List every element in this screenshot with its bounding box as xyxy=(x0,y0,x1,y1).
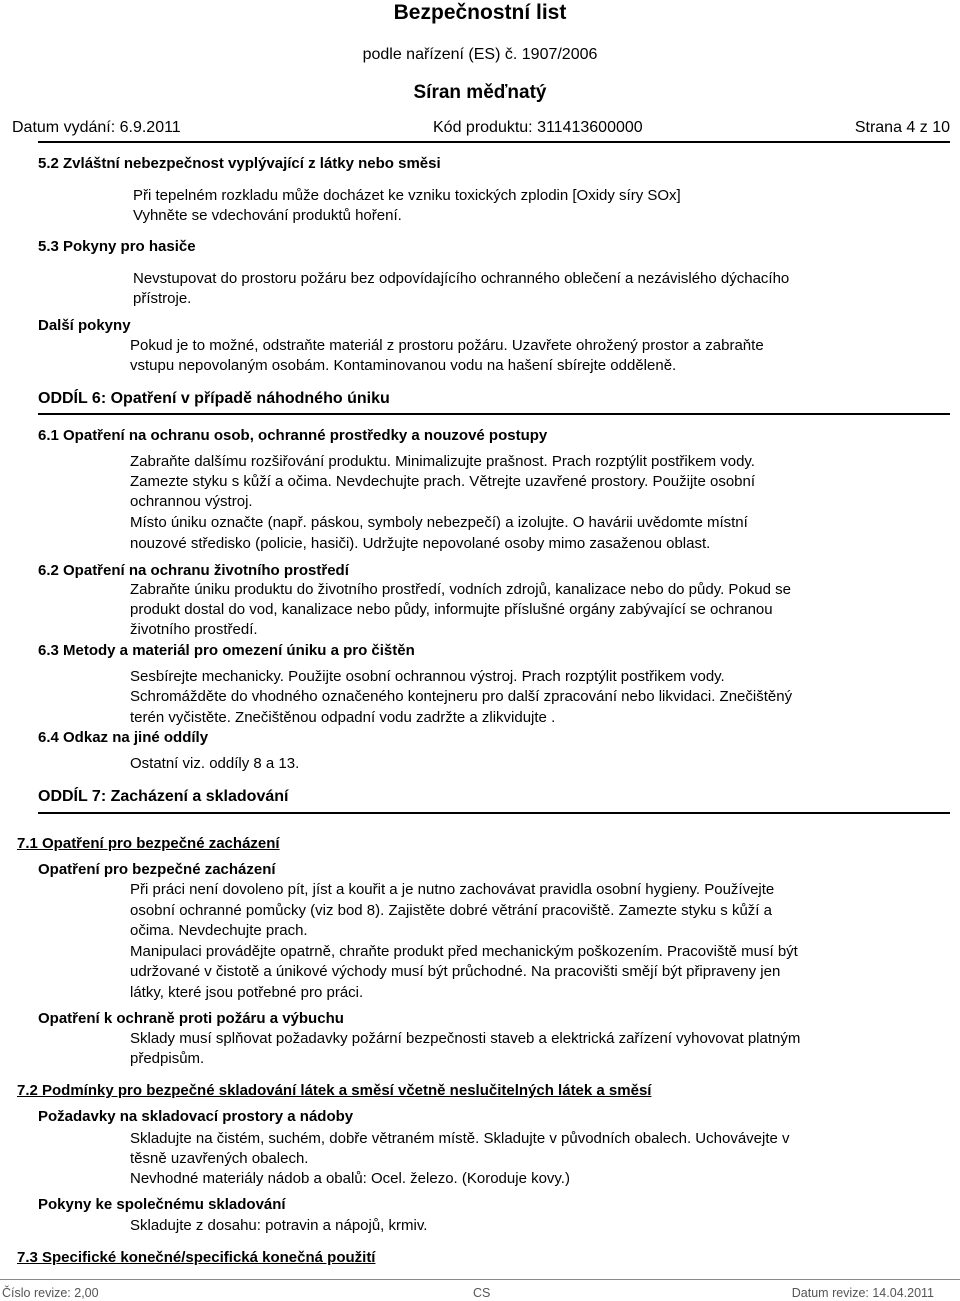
heading-7-2: 7.2 Podmínky pro bezpečné skladování látek a směsí včetně neslučitelných látek a směsí xyxy=(17,1082,652,1099)
text-6-1-line-5: nouzové středisko (policie, hasiči). Udržujte nepovolané osoby mimo zasaženou oblast. xyxy=(130,535,711,552)
document-title: Bezpečnostní list xyxy=(393,1,567,24)
text-6-1-line-4: Místo úniku označte (např. páskou, symboly nebezpečí) a izolujte. O havárii uvědomte místní xyxy=(130,514,748,531)
text-storage-line-2: těsně uzavřených obalech. xyxy=(130,1150,309,1167)
heading-6-2: 6.2 Opatření na ochranu životního prostředí xyxy=(38,562,349,579)
section-7-divider xyxy=(38,812,950,814)
section-6-divider xyxy=(38,413,950,415)
heading-5-2: 5.2 Zvláštní nebezpečnost vyplývající z látky nebo směsi xyxy=(38,155,441,172)
subheading-fire-protection: Opatření k ochraně proti požáru a výbuchu xyxy=(38,1010,344,1027)
footer-revision-date: Datum revize: 14.04.2011 xyxy=(791,1286,934,1300)
text-5-2-line-1: Při tepelném rozkladu může docházet ke vzniku toxických zplodin [Oxidy síry SOx] xyxy=(133,187,681,204)
subheading-storage-requirements: Požadavky na skladovací prostory a nádoby xyxy=(38,1108,354,1125)
heading-7-1: 7.1 Opatření pro bezpečné zacházení xyxy=(17,835,280,852)
text-storage-line-3: Nevhodné materiály nádob a obalů: Ocel. železo. (Koroduje kovy.) xyxy=(130,1170,570,1187)
heading-7-3: 7.3 Specifické konečné/specifická konečná použití xyxy=(17,1249,376,1266)
regulation-reference: podle nařízení (ES) č. 1907/2006 xyxy=(362,46,598,63)
header-divider xyxy=(38,141,950,143)
text-storage-line-1: Skladujte na čistém, suchém, dobře větraném místě. Skladujte v původních obalech. Uchovávejte v xyxy=(130,1130,790,1147)
text-6-1-line-3: ochrannou výstroj. xyxy=(130,493,253,510)
text-5-3-line-2: přístroje. xyxy=(133,290,192,307)
product-code: Kód produktu: 311413600000 xyxy=(433,119,643,136)
heading-other-instructions: Další pokyny xyxy=(38,317,131,334)
text-handling-line-1: Při práci není dovoleno pít, jíst a kouřit a je nutno zachovávat pravidla osobní hygieny. Používejte xyxy=(130,881,775,898)
text-6-2-line-3: životního prostředí. xyxy=(130,621,258,638)
page-number: Strana 4 z 10 xyxy=(854,119,950,136)
text-other-line-1: Pokud je to možné, odstraňte materiál z prostoru požáru. Uzavřete ohrožený prostor a zabraňte xyxy=(130,337,764,354)
section-7-title: ODDÍL 7: Zacházení a skladování xyxy=(38,788,289,805)
text-6-3-line-3: terén vyčistěte. Znečištěnou odpadní vodu zadržte a zlikvidujte . xyxy=(130,709,556,726)
section-6-title: ODDÍL 6: Opatření v případě náhodného úniku xyxy=(38,390,390,407)
footer-divider xyxy=(0,1279,960,1280)
text-6-4: Ostatní viz. oddíly 8 a 13. xyxy=(130,755,300,772)
text-6-3-line-2: Schromážděte do vhodného označeného kontejneru pro další zpracování nebo likvidaci. Znečištěný xyxy=(130,688,793,705)
footer-revision-number: Číslo revize: 2,00 xyxy=(2,1286,99,1300)
heading-6-3: 6.3 Metody a materiál pro omezení úniku a pro čištěn xyxy=(38,642,415,659)
subheading-safe-handling: Opatření pro bezpečné zacházení xyxy=(38,861,276,878)
text-joint-storage: Skladujte z dosahu: potravin a nápojů, krmiv. xyxy=(130,1217,428,1234)
issue-date: Datum vydání: 6.9.2011 xyxy=(12,119,181,136)
subheading-joint-storage: Pokyny ke společnému skladování xyxy=(38,1196,286,1213)
text-handling-line-4: Manipulaci provádějte opatrně, chraňte produkt před mechanickým poškozením. Pracoviště musí být xyxy=(130,943,798,960)
text-fire-line-1: Sklady musí splňovat požadavky požární bezpečnosti staveb a elektrická zařízení vyhovovat platným xyxy=(130,1030,801,1047)
heading-6-1: 6.1 Opatření na ochranu osob, ochranné prostředky a nouzové postupy xyxy=(38,427,548,444)
text-handling-line-6: látky, které jsou potřebné pro práci. xyxy=(130,984,364,1001)
heading-6-4: 6.4 Odkaz na jiné oddíly xyxy=(38,729,209,746)
text-6-1-line-2: Zamezte styku s kůží a očima. Nevdechujte prach. Větrejte uzavřené prostory. Použijte osobní xyxy=(130,473,756,490)
text-other-line-2: vstupu nepovolaným osobám. Kontaminovanou vodu na hašení sbírejte odděleně. xyxy=(130,357,677,374)
heading-5-3: 5.3 Pokyny pro hasiče xyxy=(38,238,196,255)
text-5-3-line-1: Nevstupovat do prostoru požáru bez odpovídajícího ochranného oblečení a nezávislého dýchacího xyxy=(133,270,790,287)
text-handling-line-3: očima. Nevdechujte prach. xyxy=(130,922,308,939)
text-handling-line-5: udržované v čistotě a únikové východy musí být průchodné. Na pracovišti smějí být připraveny jen xyxy=(130,963,781,980)
text-6-3-line-1: Sesbírejte mechanicky. Použijte osobní ochrannou výstroj. Prach rozptýlit postřikem vody. xyxy=(130,668,725,685)
text-5-2-line-2: Vyhněte se vdechování produktů hoření. xyxy=(133,207,402,224)
text-handling-line-2: osobní ochranné pomůcky (viz bod 8). Zajistěte dobré větrání pracoviště. Zamezte styku s kůží a xyxy=(130,902,772,919)
product-name: Síran měďnatý xyxy=(413,82,547,103)
text-fire-line-2: předpisům. xyxy=(130,1050,205,1067)
text-6-2-line-2: produkt dostal do vod, kanalizace nebo půdy, informujte příslušné orgány zabývající se ochranou xyxy=(130,601,773,618)
text-6-2-line-1: Zabraňte úniku produktu do životního prostředí, vodních zdrojů, kanalizace nebo do půdy. Pokud se xyxy=(130,581,791,598)
footer-language: CS xyxy=(473,1286,491,1300)
text-6-1-line-1: Zabraňte dalšímu rozšiřování produktu. Minimalizujte prašnost. Prach rozptýlit postřikem vody. xyxy=(130,453,755,470)
